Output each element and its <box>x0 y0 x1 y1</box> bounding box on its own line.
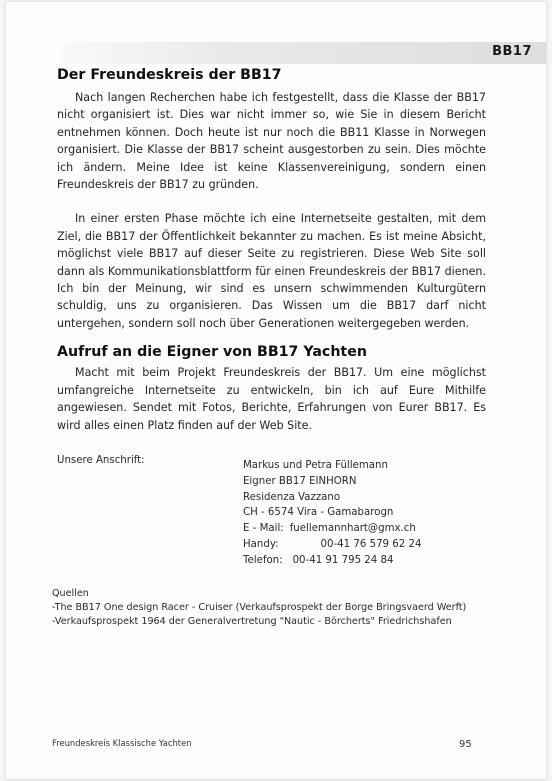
paragraph-aufruf: Macht mit beim Projekt Freundeskreis der BB17. Um eine möglichst umfangreiche Internetseite zu entwickeln, bin ich auf Eure Mithilfe angewiesen. Sendet mit Fotos, Berichte, Erfahrungen von Eurer BB17. Es wird alles einen Platz finden auf der Web Site. <box>57 366 486 432</box>
email-value: fuellemannhart@gmx.ch <box>289 523 416 535</box>
address-residence: Residenza Vazzano <box>243 491 341 503</box>
source-item: -The BB17 One design Racer - Cruiser (Verkaufsprospekt der Borge Bringsvaerd Werft) <box>52 602 467 613</box>
address-name: Markus und Petra Füllemann <box>243 460 388 471</box>
paragraph-intro: Nach langen Recherchen habe ich festgestellt, dass die Klasse der BB17 nicht organisiert ist. Dies war nicht immer so, wie Sie in diesem Bericht entnehmen können. Doch heute ist nur noch die BB11 Klasse in Norwegen organisiert. Die Klasse der BB17 scheint ausgestorben zu sein. Dies möchte ich ändern. Meine Idee ist keine Klassenvereinigung, sondern einen Freundeskreis der BB17 zu gründen. <box>57 91 486 192</box>
sources-title: Quellen <box>52 588 89 599</box>
address-city: CH - 6574 Vira - Gamabarogn <box>243 507 394 519</box>
mobile-value: 00-41 76 579 62 24 <box>320 538 422 550</box>
footer-page-number: 95 <box>459 739 472 750</box>
email-label: E - Mail: <box>243 523 284 535</box>
paragraph-website: In einer ersten Phase möchte ich eine Internetseite gestalten, mit dem Ziel, die BB17 der Öffentlichkeit bekannter zu machen. Es ist meine Absicht, möglichst viele BB17 auf dieser Seite zu registrieren. Diese Web Site soll dann als Kommunikationsblattform für einen Freundeskreis der BB17 dienen. Ich bin der Meinung, wir sind es unsern schwimmenden Kulturgütern schuldig, uns zu organisieren. Das Wissen um die BB17 darf nicht untergehen, sondern soll noch über Generationen weitergegeben werden. <box>57 212 486 330</box>
address-phone-row <box>243 553 421 569</box>
section-title-aufruf: Aufruf an die Eigner von BB17 Yachten <box>57 344 367 361</box>
header-label: BB17 <box>492 44 532 59</box>
header-band <box>60 42 546 64</box>
phone-label: Telefon: <box>243 554 283 566</box>
address-owner: Eigner BB17 EINHORN <box>243 475 357 487</box>
address-block <box>243 458 421 569</box>
footer-publication: Freundeskreis Klassische Yachten <box>52 738 192 748</box>
mobile-label: Handy: <box>243 538 279 550</box>
source-item: -Verkaufsprospekt 1964 der Generalvertretung "Nautic - Börcherts" Friedrichshafen <box>52 616 452 627</box>
article-content <box>57 66 486 434</box>
address-mobile-row <box>243 537 421 553</box>
phone-value: 00-41 91 795 24 84 <box>292 554 394 566</box>
address-label: Unsere Anschrift: <box>57 455 145 466</box>
section-title-freundeskreis: Der Freundeskreis der BB17 <box>57 67 282 83</box>
sources-block <box>52 587 466 629</box>
address-email-row <box>243 521 421 537</box>
